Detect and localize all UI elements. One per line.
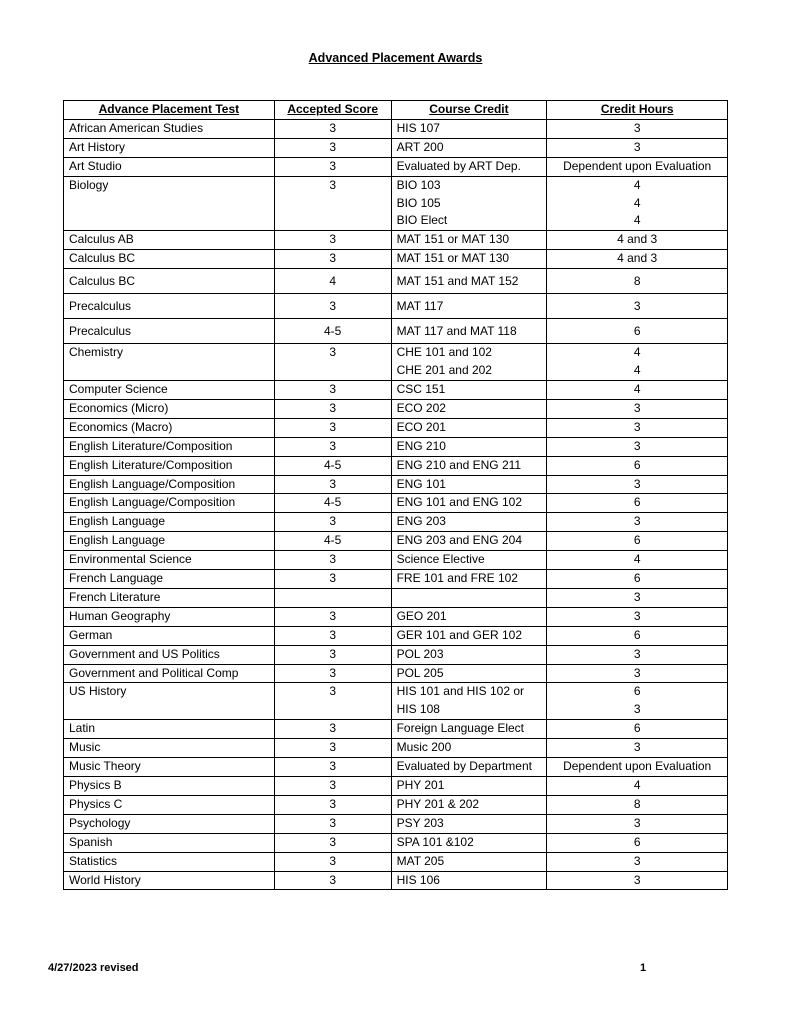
cell-credit-hours xyxy=(547,777,728,796)
table-body xyxy=(64,119,728,890)
cell-test-name: Economics (Micro) xyxy=(64,399,275,418)
course-credit-line: GER 101 and GER 102 xyxy=(396,627,522,642)
table-row xyxy=(64,626,728,645)
cell-credit-hours xyxy=(547,399,728,418)
cell-accepted-score: 3 xyxy=(274,795,391,814)
cell-test-name: English Language xyxy=(64,532,275,551)
cell-credit-hours xyxy=(547,852,728,871)
credit-hours-line: 6 xyxy=(633,684,641,699)
course-credit-line: Music 200 xyxy=(396,740,452,755)
course-credit-line: ENG 101 and ENG 102 xyxy=(396,495,522,510)
cell-accepted-score: 3 xyxy=(274,294,391,319)
cell-credit-hours xyxy=(547,494,728,513)
cell-accepted-score: 3 xyxy=(274,645,391,664)
cell-test-name: Chemistry xyxy=(64,344,275,381)
credit-hours-line: 4 xyxy=(633,213,641,228)
cell-credit-hours xyxy=(547,380,728,399)
cell-course-credit xyxy=(391,437,547,456)
course-credit-line: CHE 201 and 202 xyxy=(396,363,492,378)
table-row xyxy=(64,570,728,589)
cell-course-credit xyxy=(391,683,547,720)
credit-hours-line: 3 xyxy=(633,419,641,434)
course-credit-line: ECO 201 xyxy=(396,419,446,434)
credit-hours-line: 3 xyxy=(633,400,641,415)
cell-credit-hours xyxy=(547,833,728,852)
credit-hours-line: 3 xyxy=(633,872,641,887)
cell-test-name: English Literature/Composition xyxy=(64,456,275,475)
course-credit-line: PHY 201 & 202 xyxy=(396,796,480,811)
credit-hours-line: 4 xyxy=(633,381,641,396)
credit-hours-line: 6 xyxy=(633,495,641,510)
cell-accepted-score: 3 xyxy=(274,833,391,852)
credit-hours-line: 4 xyxy=(633,345,641,360)
course-credit-line: ECO 202 xyxy=(396,400,446,415)
ap-awards-table xyxy=(63,100,728,890)
cell-accepted-score: 3 xyxy=(274,344,391,381)
cell-test-name: Economics (Macro) xyxy=(64,418,275,437)
cell-test-name: US History xyxy=(64,683,275,720)
cell-course-credit xyxy=(391,739,547,758)
cell-credit-hours xyxy=(547,513,728,532)
cell-credit-hours xyxy=(547,138,728,157)
cell-accepted-score: 3 xyxy=(274,399,391,418)
header-score: Accepted Score xyxy=(274,101,391,120)
cell-course-credit xyxy=(391,399,547,418)
cell-course-credit xyxy=(391,645,547,664)
course-credit-line: POL 205 xyxy=(396,665,444,680)
cell-course-credit xyxy=(391,588,547,607)
table-row xyxy=(64,456,728,475)
course-credit-line: ENG 101 xyxy=(396,476,446,491)
cell-accepted-score: 3 xyxy=(274,852,391,871)
course-credit-line: GEO 201 xyxy=(396,608,447,623)
cell-course-credit xyxy=(391,475,547,494)
cell-test-name: Government and Political Comp xyxy=(64,664,275,683)
table-row xyxy=(64,513,728,532)
credit-hours-line: Dependent upon Evaluation xyxy=(563,759,712,774)
cell-test-name: Human Geography xyxy=(64,607,275,626)
course-credit-line: PHY 201 xyxy=(396,778,445,792)
cell-credit-hours xyxy=(547,720,728,739)
table-row xyxy=(64,739,728,758)
credit-hours-line: 6 xyxy=(633,721,641,736)
cell-test-name: Environmental Science xyxy=(64,551,275,570)
table-row xyxy=(64,250,728,269)
course-credit-line: CHE 101 and 102 xyxy=(396,345,492,360)
course-credit-line: MAT 151 or MAT 130 xyxy=(396,232,510,247)
cell-test-name: English Language/Composition xyxy=(64,475,275,494)
table-row xyxy=(64,777,728,796)
cell-accepted-score: 3 xyxy=(274,814,391,833)
cell-test-name: Calculus BC xyxy=(64,269,275,294)
cell-credit-hours xyxy=(547,795,728,814)
header-hours: Credit Hours xyxy=(547,101,728,120)
course-credit-line: Science Elective xyxy=(396,552,485,567)
table-row xyxy=(64,607,728,626)
table-row xyxy=(64,795,728,814)
cell-course-credit xyxy=(391,176,547,231)
course-credit-line: FRE 101 and FRE 102 xyxy=(396,571,518,586)
credit-hours-line: 6 xyxy=(633,533,641,548)
cell-accepted-score: 3 xyxy=(274,437,391,456)
cell-test-name: Latin xyxy=(64,720,275,739)
table-row xyxy=(64,720,728,739)
cell-course-credit xyxy=(391,418,547,437)
table-row xyxy=(64,475,728,494)
cell-credit-hours xyxy=(547,607,728,626)
course-credit-line: HIS 106 xyxy=(396,872,440,887)
cell-credit-hours xyxy=(547,683,728,720)
cell-course-credit xyxy=(391,532,547,551)
cell-credit-hours xyxy=(547,319,728,344)
credit-hours-line: 6 xyxy=(633,627,641,642)
cell-test-name: Statistics xyxy=(64,852,275,871)
table-row xyxy=(64,683,728,720)
credit-hours-line: 3 xyxy=(633,589,641,604)
course-credit-line: MAT 117 xyxy=(396,299,444,314)
course-credit-line: MAT 205 xyxy=(396,853,445,868)
cell-credit-hours xyxy=(547,344,728,381)
cell-accepted-score: 3 xyxy=(274,570,391,589)
table-row xyxy=(64,852,728,871)
credit-hours-line: 4 xyxy=(633,552,641,567)
course-credit-line: BIO 103 xyxy=(396,177,441,192)
credit-hours-line: 3 xyxy=(633,740,641,755)
cell-credit-hours xyxy=(547,250,728,269)
cell-course-credit xyxy=(391,814,547,833)
cell-credit-hours xyxy=(547,739,728,758)
course-credit-line: HIS 107 xyxy=(396,120,440,135)
table-row xyxy=(64,532,728,551)
cell-test-name: Government and US Politics xyxy=(64,645,275,664)
cell-test-name: English Literature/Composition xyxy=(64,437,275,456)
credit-hours-line: 4 and 3 xyxy=(617,251,658,266)
table-row xyxy=(64,399,728,418)
cell-credit-hours xyxy=(547,645,728,664)
cell-credit-hours xyxy=(547,269,728,294)
cell-test-name: Art Studio xyxy=(64,157,275,176)
credit-hours-line: 3 xyxy=(633,815,641,830)
cell-course-credit xyxy=(391,795,547,814)
cell-test-name: Physics C xyxy=(64,795,275,814)
cell-test-name: Precalculus xyxy=(64,319,275,344)
cell-test-name: World History xyxy=(64,871,275,890)
cell-credit-hours xyxy=(547,871,728,890)
cell-accepted-score: 3 xyxy=(274,119,391,138)
course-credit-line: Evaluated by ART Dep. xyxy=(396,158,521,173)
table-row xyxy=(64,814,728,833)
cell-course-credit xyxy=(391,344,547,381)
course-credit-line: CSC 151 xyxy=(396,381,446,396)
course-credit-line: Foreign Language Elect xyxy=(396,721,525,736)
table-header xyxy=(64,101,728,120)
cell-accepted-score: 3 xyxy=(274,871,391,890)
cell-test-name: Calculus AB xyxy=(64,231,275,250)
cell-credit-hours xyxy=(547,119,728,138)
cell-course-credit xyxy=(391,852,547,871)
table-row xyxy=(64,269,728,294)
cell-course-credit xyxy=(391,119,547,138)
cell-course-credit xyxy=(391,456,547,475)
course-credit-line: SPA 101 &102 xyxy=(396,834,474,849)
cell-credit-hours xyxy=(547,176,728,231)
course-credit-line: HIS 101 and HIS 102 or xyxy=(396,684,524,699)
cell-course-credit xyxy=(391,380,547,399)
credit-hours-line: 8 xyxy=(633,796,641,811)
cell-test-name: German xyxy=(64,626,275,645)
cell-course-credit xyxy=(391,138,547,157)
cell-accepted-score: 3 xyxy=(274,551,391,570)
course-credit-line: ART 200 xyxy=(396,139,444,154)
course-credit-line: BIO 105 xyxy=(396,195,441,210)
cell-course-credit xyxy=(391,157,547,176)
cell-credit-hours xyxy=(547,231,728,250)
course-credit-line: ENG 210 and ENG 211 xyxy=(396,457,522,472)
cell-test-name: African American Studies xyxy=(64,119,275,138)
cell-accepted-score: 3 xyxy=(274,231,391,250)
cell-course-credit xyxy=(391,551,547,570)
credit-hours-line: 3 xyxy=(633,120,641,135)
cell-accepted-score: 4 xyxy=(274,269,391,294)
footer-revised-date: 4/27/2023 revised xyxy=(48,962,139,974)
cell-course-credit xyxy=(391,720,547,739)
cell-credit-hours xyxy=(547,475,728,494)
course-credit-line: BIO Elect xyxy=(396,213,448,228)
header-row xyxy=(64,101,728,120)
credit-hours-line: 3 xyxy=(633,853,641,868)
page-title: Advanced Placement Awards xyxy=(308,51,483,65)
cell-credit-hours xyxy=(547,814,728,833)
credit-hours-line: 3 xyxy=(633,139,641,154)
cell-accepted-score: 3 xyxy=(274,777,391,796)
credit-hours-line: 4 and 3 xyxy=(617,232,658,247)
cell-test-name: Physics B xyxy=(64,777,275,796)
table-row xyxy=(64,494,728,513)
credit-hours-line: 4 xyxy=(633,177,641,192)
cell-credit-hours xyxy=(547,532,728,551)
cell-accepted-score: 4-5 xyxy=(274,319,391,344)
cell-accepted-score xyxy=(274,588,391,607)
cell-course-credit xyxy=(391,570,547,589)
table-row xyxy=(64,138,728,157)
table-row xyxy=(64,176,728,231)
cell-course-credit xyxy=(391,607,547,626)
cell-credit-hours xyxy=(547,418,728,437)
cell-test-name: Spanish xyxy=(64,833,275,852)
credit-hours-line: 3 xyxy=(633,646,641,661)
cell-test-name: English Language xyxy=(64,513,275,532)
cell-test-name: English Language/Composition xyxy=(64,494,275,513)
table-row xyxy=(64,437,728,456)
cell-course-credit xyxy=(391,494,547,513)
cell-accepted-score: 3 xyxy=(274,607,391,626)
cell-course-credit xyxy=(391,664,547,683)
cell-accepted-score: 3 xyxy=(274,157,391,176)
cell-accepted-score: 3 xyxy=(274,176,391,231)
course-credit-line: ENG 210 xyxy=(396,438,446,453)
course-credit-line: MAT 117 and MAT 118 xyxy=(396,324,517,339)
cell-credit-hours xyxy=(547,157,728,176)
credit-hours-line: 6 xyxy=(633,571,641,586)
cell-accepted-score: 4-5 xyxy=(274,532,391,551)
cell-test-name: Precalculus xyxy=(64,294,275,319)
table-row xyxy=(64,319,728,344)
cell-accepted-score: 4-5 xyxy=(274,494,391,513)
page-number: 1 xyxy=(640,962,647,974)
cell-credit-hours xyxy=(547,626,728,645)
header-credit: Course Credit xyxy=(391,101,547,120)
cell-test-name: Psychology xyxy=(64,814,275,833)
cell-accepted-score: 3 xyxy=(274,380,391,399)
cell-test-name: Biology xyxy=(64,176,275,231)
table-row xyxy=(64,119,728,138)
cell-credit-hours xyxy=(547,294,728,319)
cell-accepted-score: 3 xyxy=(274,758,391,777)
credit-hours-line: 3 xyxy=(633,476,641,491)
credit-hours-line: 4 xyxy=(633,363,641,378)
header-test: Advance Placement Test xyxy=(64,101,275,120)
cell-accepted-score: 3 xyxy=(274,626,391,645)
cell-credit-hours xyxy=(547,456,728,475)
cell-course-credit xyxy=(391,777,547,796)
table-row xyxy=(64,380,728,399)
cell-course-credit xyxy=(391,626,547,645)
table-row xyxy=(64,418,728,437)
course-credit-line: MAT 151 and MAT 152 xyxy=(396,274,519,289)
cell-test-name: French Language xyxy=(64,570,275,589)
credit-hours-line: Dependent upon Evaluation xyxy=(563,158,712,173)
table-row xyxy=(64,294,728,319)
cell-credit-hours xyxy=(547,570,728,589)
cell-credit-hours xyxy=(547,664,728,683)
cell-accepted-score: 3 xyxy=(274,418,391,437)
cell-test-name: Music xyxy=(64,739,275,758)
cell-test-name: Calculus BC xyxy=(64,250,275,269)
credit-hours-line: 3 xyxy=(633,608,641,623)
credit-hours-line: 3 xyxy=(633,702,641,717)
cell-course-credit xyxy=(391,269,547,294)
cell-credit-hours xyxy=(547,588,728,607)
course-credit-line: PSY 203 xyxy=(396,815,444,830)
course-credit-line: ENG 203 and ENG 204 xyxy=(396,533,522,548)
cell-test-name: French Literature xyxy=(64,588,275,607)
course-credit-line: HIS 108 xyxy=(396,702,440,717)
course-credit-line: MAT 151 or MAT 130 xyxy=(396,251,510,266)
table-row xyxy=(64,645,728,664)
cell-course-credit xyxy=(391,758,547,777)
credit-hours-line: 6 xyxy=(633,457,641,472)
cell-accepted-score: 3 xyxy=(274,138,391,157)
credit-hours-line: 4 xyxy=(633,195,641,210)
cell-course-credit xyxy=(391,231,547,250)
credit-hours-line: 3 xyxy=(633,514,641,529)
cell-accepted-score: 3 xyxy=(274,664,391,683)
table-row xyxy=(64,344,728,381)
cell-accepted-score: 3 xyxy=(274,513,391,532)
credit-hours-line: 4 xyxy=(633,778,641,792)
cell-test-name: Music Theory xyxy=(64,758,275,777)
credit-hours-line: 8 xyxy=(633,274,641,289)
cell-test-name: Computer Science xyxy=(64,380,275,399)
credit-hours-line: 6 xyxy=(633,324,641,339)
table-row xyxy=(64,664,728,683)
course-credit-line: ENG 203 xyxy=(396,514,446,529)
cell-accepted-score: 3 xyxy=(274,250,391,269)
credit-hours-line: 6 xyxy=(633,834,641,849)
course-credit-line: Evaluated by Department xyxy=(396,759,532,774)
table-row xyxy=(64,871,728,890)
cell-course-credit xyxy=(391,294,547,319)
credit-hours-line: 3 xyxy=(633,438,641,453)
cell-accepted-score: 3 xyxy=(274,739,391,758)
table-row xyxy=(64,758,728,777)
cell-course-credit xyxy=(391,513,547,532)
credit-hours-line: 3 xyxy=(633,665,641,680)
table-row xyxy=(64,157,728,176)
course-credit-line: POL 203 xyxy=(396,646,444,661)
cell-credit-hours xyxy=(547,551,728,570)
table-row xyxy=(64,588,728,607)
cell-credit-hours xyxy=(547,437,728,456)
table-row xyxy=(64,833,728,852)
cell-course-credit xyxy=(391,250,547,269)
table-row xyxy=(64,551,728,570)
cell-test-name: Art History xyxy=(64,138,275,157)
cell-accepted-score: 3 xyxy=(274,475,391,494)
cell-course-credit xyxy=(391,871,547,890)
cell-course-credit xyxy=(391,833,547,852)
cell-accepted-score: 4-5 xyxy=(274,456,391,475)
cell-accepted-score: 3 xyxy=(274,683,391,720)
cell-course-credit xyxy=(391,319,547,344)
cell-accepted-score: 3 xyxy=(274,720,391,739)
credit-hours-line: 3 xyxy=(633,299,641,314)
table-row xyxy=(64,231,728,250)
cell-credit-hours xyxy=(547,758,728,777)
